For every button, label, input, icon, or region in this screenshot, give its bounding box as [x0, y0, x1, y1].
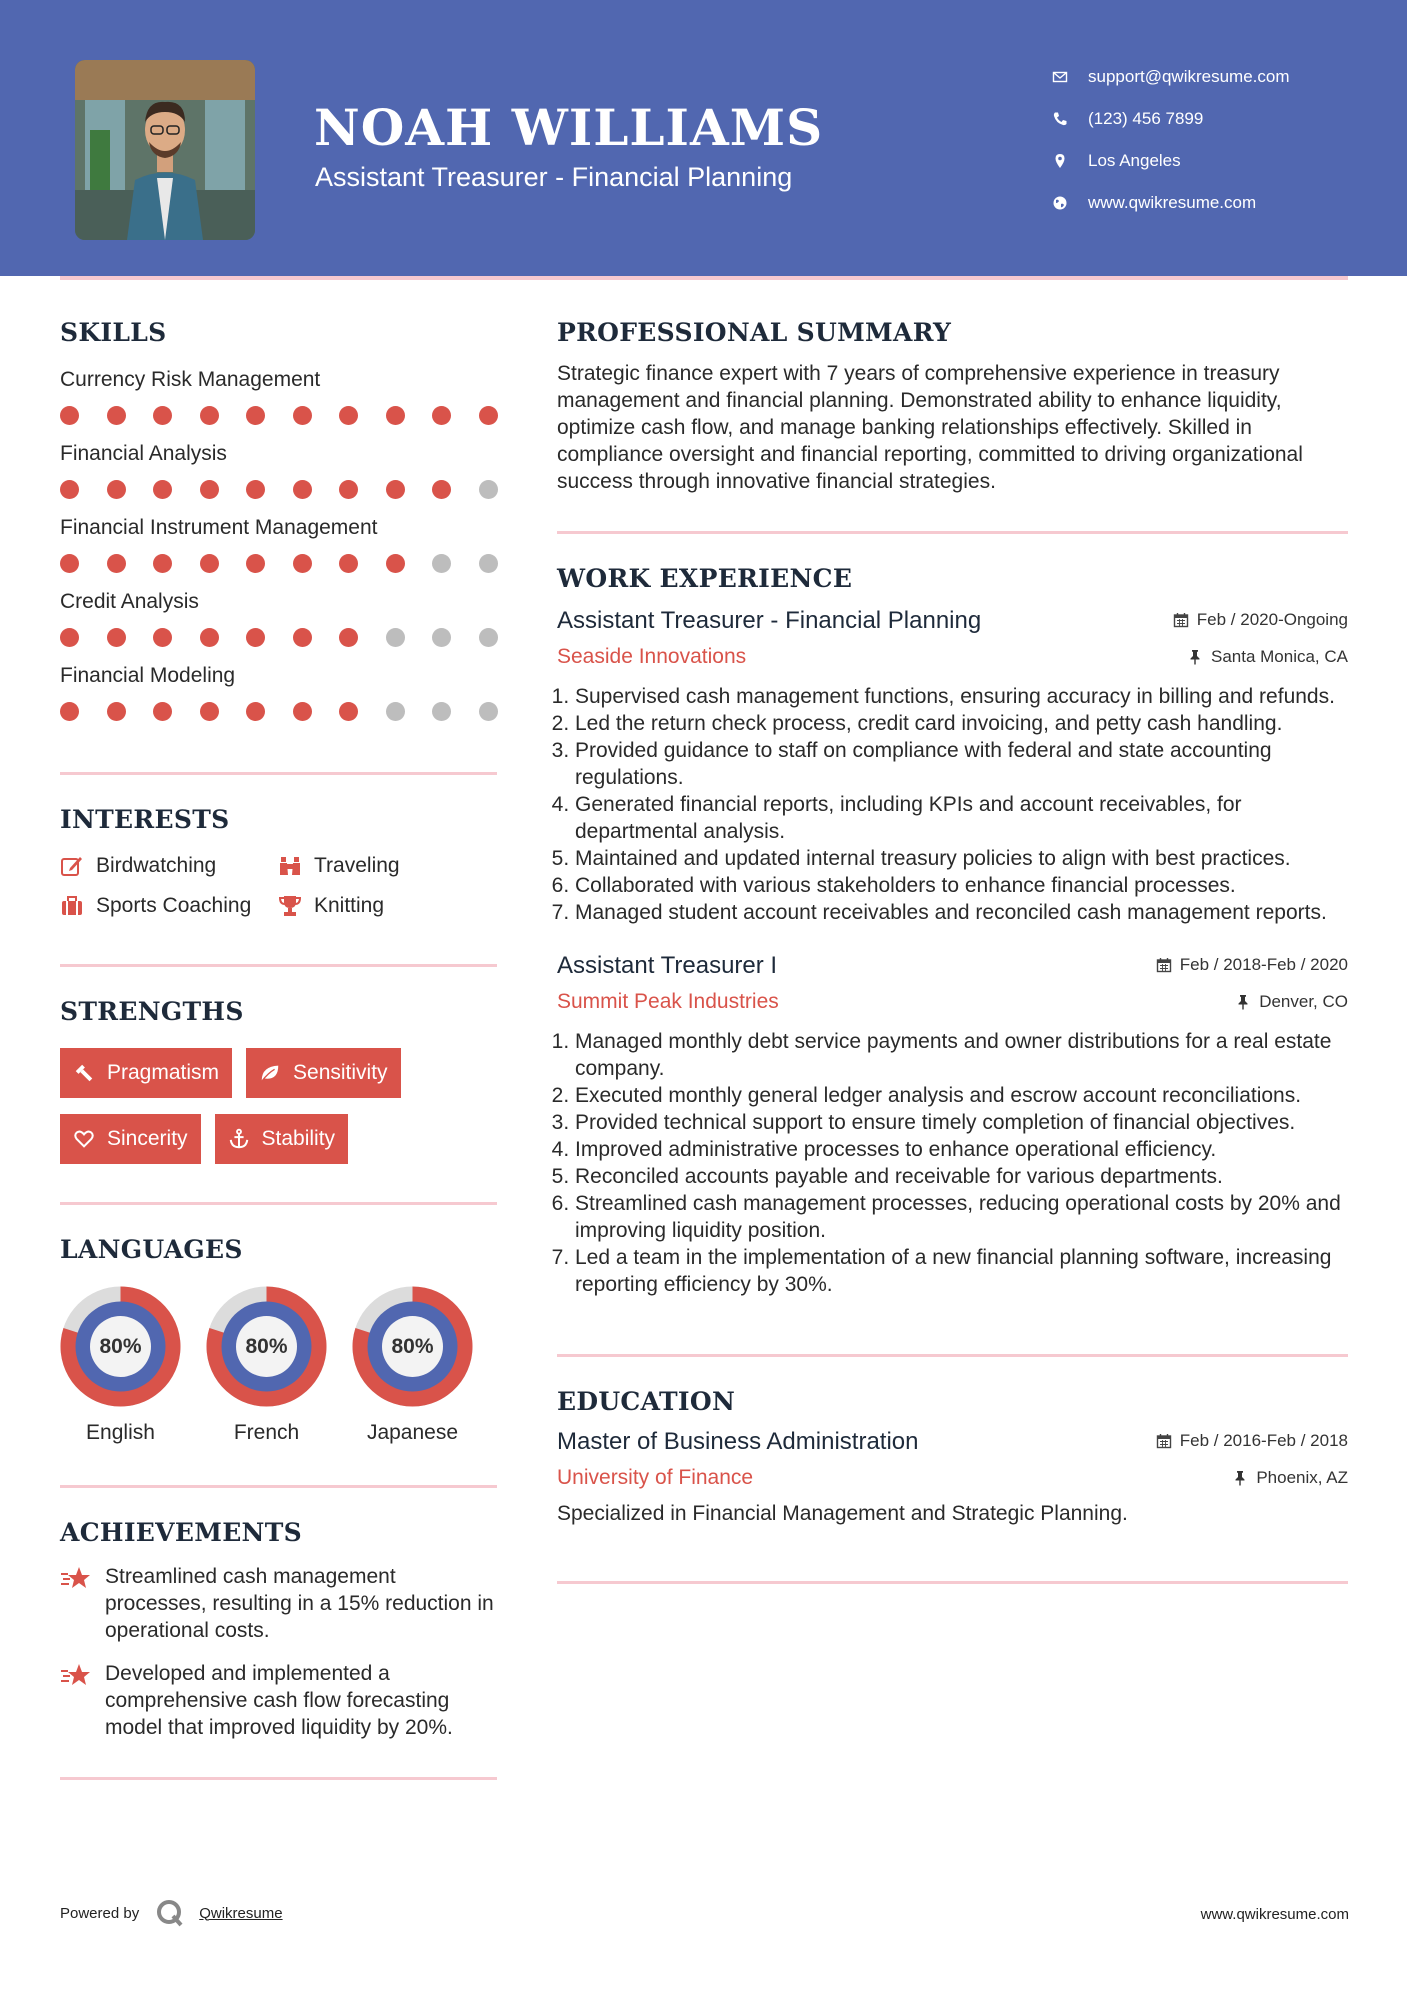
- job-bullet: 5. Reconciled accounts payable and receivable for various departments.: [575, 1163, 1348, 1190]
- rating-dot-empty: [479, 554, 498, 573]
- footer-url[interactable]: www.qwikresume.com: [1200, 1906, 1349, 1923]
- achievement-text: Streamlined cash management processes, resulting in a 15% reduction in operational costs.: [105, 1565, 494, 1642]
- trophy-icon: [278, 894, 302, 918]
- skill-name: Financial Modeling: [60, 664, 236, 687]
- skill-item: [60, 514, 497, 574]
- strength-chip: [60, 1114, 201, 1164]
- contact-email[interactable]: [1050, 56, 1390, 98]
- anchor-icon: [228, 1128, 250, 1150]
- job-title: Assistant Treasurer I: [557, 952, 778, 979]
- strength-chip: [60, 1048, 232, 1098]
- rating-dot-filled: [293, 554, 312, 573]
- rating-dot-empty: [386, 628, 405, 647]
- rating-dot-empty: [432, 702, 451, 721]
- language-name: English: [86, 1421, 155, 1444]
- contact-location-text: Los Angeles: [1088, 151, 1181, 170]
- job-location-text: Santa Monica, CA: [1210, 647, 1348, 666]
- footer-powered-by: [60, 1898, 283, 1928]
- rating-dot-filled: [339, 628, 358, 647]
- interest-label: Sports Coaching: [96, 894, 252, 917]
- job-bullet: 6. Collaborated with various stakeholders to enhance financial processes.: [575, 872, 1348, 899]
- rating-dot-filled: [153, 702, 172, 721]
- rating-dot-filled: [246, 554, 265, 573]
- qwikresume-logo-icon: [155, 1898, 185, 1928]
- candidate-name: NOAH WILLIAMS: [314, 98, 824, 157]
- education-detail: Specialized in Financial Management and Strategic Planning.: [557, 1502, 1128, 1525]
- section-divider: [557, 1581, 1348, 1584]
- degree-title: Master of Business Administration: [557, 1428, 919, 1455]
- rating-dot-filled: [153, 628, 172, 647]
- contact-website-text[interactable]: www.qwikresume.com: [1088, 193, 1257, 212]
- rating-dot-empty: [432, 554, 451, 573]
- rating-dot-filled: [200, 406, 219, 425]
- map-marker-icon: [1050, 153, 1088, 169]
- skill-rating: [60, 480, 497, 500]
- calendar-icon: [1173, 612, 1189, 628]
- strength-label: Sensitivity: [293, 1061, 388, 1084]
- job-bullet: 7. Managed student account receivables and reconciled cash management reports.: [575, 899, 1348, 926]
- section-divider: [60, 964, 497, 967]
- job-entry: [557, 952, 1348, 1298]
- rating-dot-filled: [153, 406, 172, 425]
- section-divider: [60, 1777, 497, 1780]
- job-bullets: [557, 1028, 1348, 1298]
- contact-phone-text[interactable]: (123) 456 7899: [1088, 109, 1204, 128]
- rating-dot-filled: [107, 702, 126, 721]
- achievement-text: Developed and implemented a comprehensive cash flow forecasting model that improved liquidity by 20%.: [105, 1662, 453, 1739]
- language-percent: 80%: [382, 1316, 443, 1377]
- interest-item: [278, 854, 478, 878]
- job-date-text: Feb / 2018-Feb / 2020: [1179, 955, 1348, 974]
- job-bullet: 7. Led a team in the implementation of a new financial planning software, increasing reporting efficiency by 30%.: [575, 1244, 1348, 1298]
- profile-photo: [75, 60, 255, 240]
- rating-dot-filled: [293, 628, 312, 647]
- language-name: Japanese: [366, 1421, 459, 1444]
- rating-dot-filled: [60, 554, 79, 573]
- pushpin-icon: [1232, 1470, 1248, 1486]
- job-bullet: 1. Managed monthly debt service payments and owner distributions for a real estate company.: [575, 1028, 1348, 1082]
- language-item: [352, 1286, 473, 1445]
- interest-label: Knitting: [314, 894, 385, 917]
- rating-dot-filled: [293, 406, 312, 425]
- rating-dot-filled: [107, 628, 126, 647]
- language-item: [206, 1286, 327, 1445]
- rating-dot-filled: [60, 406, 79, 425]
- job-bullet: 2. Executed monthly general ledger analysis and escrow account reconciliations.: [575, 1082, 1348, 1109]
- rating-dot-filled: [60, 702, 79, 721]
- pushpin-icon: [1187, 649, 1203, 665]
- rating-dot-filled: [200, 554, 219, 573]
- skill-rating: [60, 406, 497, 426]
- contact-list: [1050, 56, 1390, 224]
- strength-label: Sincerity: [107, 1127, 188, 1150]
- rating-dot-filled: [293, 702, 312, 721]
- contact-website[interactable]: [1050, 182, 1390, 224]
- calendar-icon: [1156, 1433, 1172, 1449]
- job-location: [1187, 647, 1348, 667]
- candidate-role: Assistant Treasurer - Financial Planning: [315, 162, 793, 192]
- skill-item: [60, 662, 497, 722]
- right-column: [557, 318, 1348, 1584]
- language-gauge: [352, 1286, 473, 1407]
- experience-title: WORK EXPERIENCE: [557, 564, 853, 593]
- interest-item: [60, 894, 278, 918]
- rating-dot-filled: [339, 406, 358, 425]
- header-banner: [0, 0, 1407, 276]
- rating-dot-filled: [339, 480, 358, 499]
- strength-label: Pragmatism: [107, 1061, 220, 1084]
- rating-dot-filled: [339, 554, 358, 573]
- star-icon: [60, 1662, 92, 1690]
- star-icon: [60, 1565, 92, 1593]
- interest-label: Traveling: [314, 854, 400, 877]
- strengths-list: [60, 1048, 460, 1164]
- job-date: [1173, 610, 1348, 630]
- skill-item: [60, 588, 497, 648]
- language-item: [60, 1286, 181, 1445]
- rating-dot-filled: [107, 406, 126, 425]
- section-divider: [557, 531, 1348, 534]
- company-name: Summit Peak Industries: [557, 990, 779, 1013]
- rating-dot-empty: [479, 628, 498, 647]
- rating-dot-filled: [432, 480, 451, 499]
- suitcase-icon: [60, 894, 84, 918]
- rating-dot-filled: [246, 702, 265, 721]
- job-bullet: 3. Provided technical support to ensure timely completion of financial objectives.: [575, 1109, 1348, 1136]
- job-bullet: 5. Maintained and updated internal treasury policies to align with best practices.: [575, 845, 1348, 872]
- rating-dot-filled: [60, 628, 79, 647]
- section-divider: [60, 1485, 497, 1488]
- education-date-text: Feb / 2016-Feb / 2018: [1179, 1431, 1348, 1450]
- achievement-item: [60, 1563, 497, 1644]
- company-name: Seaside Innovations: [557, 645, 747, 668]
- education-date: [1156, 1431, 1348, 1451]
- language-gauge: [60, 1286, 181, 1407]
- language-percent: 80%: [236, 1316, 297, 1377]
- envelope-icon: [1050, 69, 1088, 85]
- rating-dot-filled: [479, 406, 498, 425]
- heart-icon: [73, 1128, 95, 1150]
- job-bullet: 4. Generated financial reports, including KPIs and account receivables, for departmental analysis.: [575, 791, 1348, 845]
- rating-dot-empty: [479, 702, 498, 721]
- languages-list: [60, 1286, 497, 1445]
- skill-rating: [60, 554, 497, 574]
- strength-chip: [246, 1048, 401, 1098]
- skill-name: Currency Risk Management: [60, 368, 321, 391]
- rating-dot-filled: [386, 554, 405, 573]
- rating-dot-filled: [293, 480, 312, 499]
- achievements-list: [60, 1563, 497, 1741]
- strength-chip: [215, 1114, 349, 1164]
- rating-dot-filled: [386, 480, 405, 499]
- interest-label: Birdwatching: [96, 854, 217, 877]
- interests-list: [60, 854, 497, 918]
- skills-title: SKILLS: [60, 318, 167, 347]
- education-entry: [557, 1428, 1348, 1527]
- skill-item: [60, 440, 497, 500]
- section-divider: [60, 772, 497, 775]
- interests-title: INTERESTS: [60, 805, 230, 834]
- skill-name: Financial Analysis: [60, 442, 227, 465]
- rating-dot-filled: [153, 480, 172, 499]
- job-bullet: 4. Improved administrative processes to enhance operational efficiency.: [575, 1136, 1348, 1163]
- pencil-square-icon: [60, 854, 84, 878]
- rating-dot-empty: [432, 628, 451, 647]
- skill-item: [60, 366, 497, 426]
- gavel-icon: [73, 1062, 95, 1084]
- qwikresume-link[interactable]: Qwikresume: [199, 1904, 283, 1922]
- achievement-item: [60, 1660, 497, 1741]
- contact-phone[interactable]: [1050, 98, 1390, 140]
- language-gauge: [206, 1286, 327, 1407]
- rating-dot-filled: [153, 554, 172, 573]
- calendar-icon: [1156, 957, 1172, 973]
- rating-dot-filled: [200, 628, 219, 647]
- rating-dot-filled: [432, 406, 451, 425]
- section-divider: [557, 1354, 1348, 1357]
- language-percent: 80%: [90, 1316, 151, 1377]
- languages-title: LANGUAGES: [60, 1235, 243, 1264]
- rating-dot-filled: [246, 480, 265, 499]
- job-bullets: [557, 683, 1348, 926]
- rating-dot-filled: [386, 406, 405, 425]
- pushpin-icon: [1235, 994, 1251, 1010]
- rating-dot-filled: [200, 702, 219, 721]
- job-date-text: Feb / 2020-Ongoing: [1196, 610, 1348, 629]
- education-location-text: Phoenix, AZ: [1256, 1468, 1348, 1487]
- rating-dot-filled: [246, 406, 265, 425]
- rating-dot-empty: [479, 480, 498, 499]
- job-location: [1235, 992, 1348, 1012]
- job-bullet: 3. Provided guidance to staff on compliance with federal and state accounting regulations.: [575, 737, 1348, 791]
- education-title: EDUCATION: [557, 1387, 736, 1416]
- strength-label: Stability: [261, 1127, 336, 1150]
- interest-item: [60, 854, 278, 878]
- summary-title: PROFESSIONAL SUMMARY: [557, 318, 952, 347]
- header-divider: [60, 276, 1348, 280]
- language-name: French: [233, 1421, 300, 1444]
- strengths-title: STRENGTHS: [60, 997, 244, 1026]
- education-location: [1232, 1468, 1348, 1488]
- left-column: [60, 318, 497, 1780]
- job-bullet: 2. Led the return check process, credit card invoicing, and petty cash handling.: [575, 710, 1348, 737]
- skill-name: Credit Analysis: [60, 590, 199, 613]
- job-title: Assistant Treasurer - Financial Planning: [557, 607, 982, 634]
- job-entry: [557, 607, 1348, 926]
- leaf-icon: [259, 1062, 281, 1084]
- globe-icon: [1050, 195, 1088, 211]
- rating-dot-filled: [107, 480, 126, 499]
- rating-dot-empty: [386, 702, 405, 721]
- contact-location: [1050, 140, 1390, 182]
- rating-dot-filled: [200, 480, 219, 499]
- job-location-text: Denver, CO: [1259, 992, 1348, 1011]
- rating-dot-filled: [60, 480, 79, 499]
- skill-rating: [60, 628, 497, 648]
- rating-dot-filled: [246, 628, 265, 647]
- rating-dot-filled: [107, 554, 126, 573]
- powered-by-label: Powered by: [60, 1904, 140, 1922]
- job-bullet: 6. Streamlined cash management processes, reducing operational costs by 20% and improving liquidity position.: [575, 1190, 1348, 1244]
- interest-item: [278, 894, 478, 918]
- skill-rating: [60, 702, 497, 722]
- rating-dot-filled: [339, 702, 358, 721]
- section-divider: [60, 1202, 497, 1205]
- binoculars-icon: [278, 854, 302, 878]
- contact-email-text[interactable]: support@qwikresume.com: [1088, 67, 1290, 86]
- phone-icon: [1050, 111, 1088, 127]
- job-bullet: 1. Supervised cash management functions, ensuring accuracy in billing and refunds.: [575, 683, 1348, 710]
- school-name: University of Finance: [557, 1466, 754, 1489]
- skill-name: Financial Instrument Management: [60, 516, 378, 539]
- skills-list: [60, 366, 497, 722]
- job-date: [1156, 955, 1348, 975]
- achievements-title: ACHIEVEMENTS: [60, 1518, 302, 1547]
- summary-text: Strategic finance expert with 7 years of comprehensive experience in treasury management and financial planning. Demonstrated ability to enhance liquidity, optimize cash flow, and manage banking relationships effectively. Skilled in compliance oversight and financial reporting, committed to driving organizational success through innovative financial strategies.: [557, 362, 1303, 493]
